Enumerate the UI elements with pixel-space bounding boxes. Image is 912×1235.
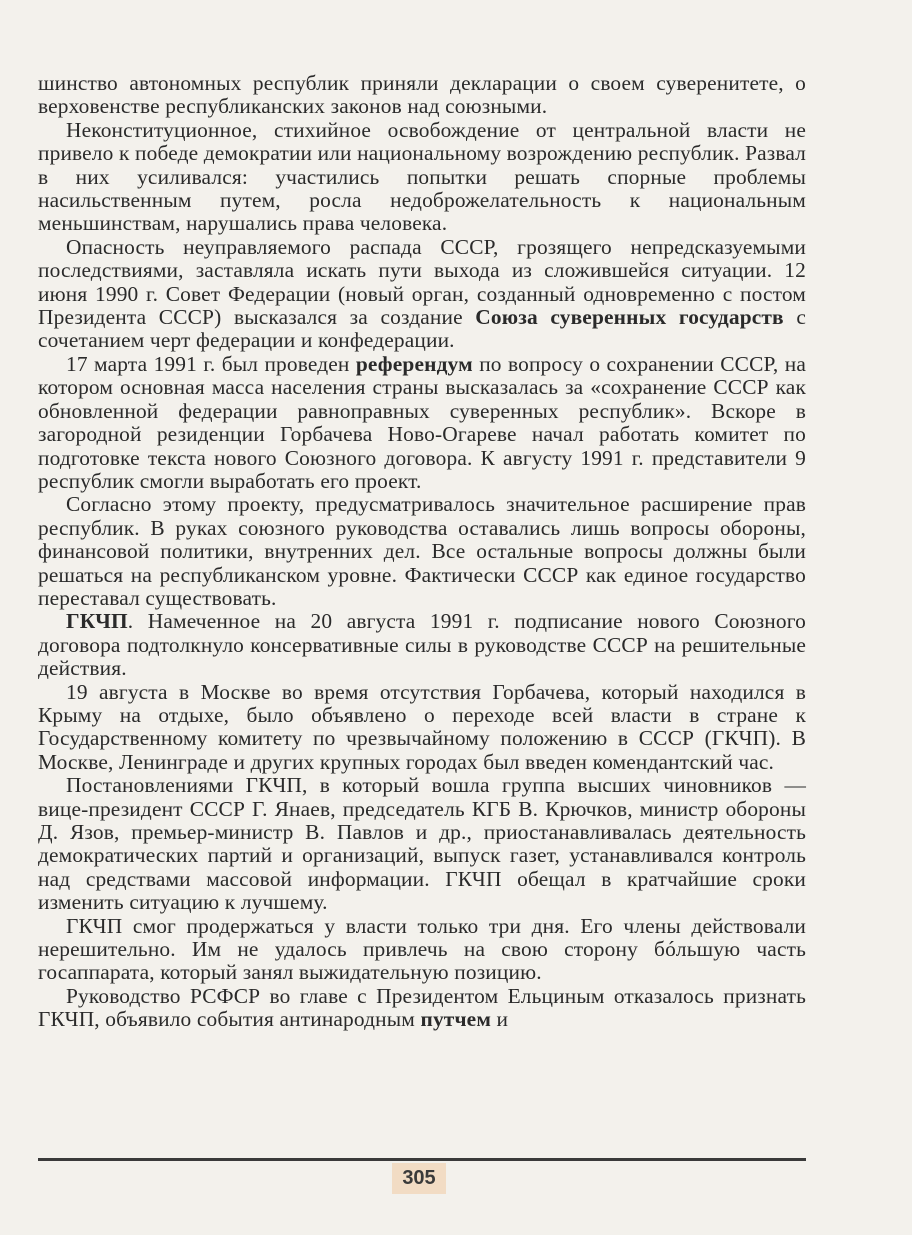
footer-rule: [38, 1158, 806, 1161]
paragraph: [38, 236, 806, 353]
text-run: Постановлениями ГКЧП, в который вошла группа высших чиновников — вице-президент СССР Г. Янаев, председатель КГБ В. Крючков, министр обороны Д. Язов, премьер-министр В. Павлов и др., приостанавливалась деятельность демократических партий и организаций, выпуск газет, устанавливался контроль над средствами массовой информации. ГКЧП обещал в кратчайшие сроки изменить ситуацию к лучшему.: [38, 773, 806, 915]
page-number: 305: [402, 1167, 436, 1189]
paragraph: [38, 610, 806, 680]
page-number-box: [392, 1163, 446, 1194]
paragraph: [38, 681, 806, 775]
bold-term: референдум: [355, 351, 473, 376]
bold-term: путчем: [420, 1007, 492, 1032]
text-run: 17 марта 1991 г. был проведен: [66, 351, 356, 376]
paragraph: [38, 493, 806, 610]
text-run: Согласно этому проекту, предусматривалось значительное расширение прав республик. В руках союзного руководства оставались лишь вопросы обороны, финансовой политики, внутренних дел. Все остальные вопросы должны были решаться на республиканском уровне. Фактически СССР как единое государство переставал существовать.: [38, 492, 806, 610]
paragraph: [38, 985, 806, 1032]
bold-term: ГКЧП: [66, 609, 128, 634]
bold-term: Союза суверенных государств: [475, 305, 784, 330]
text-run: ГКЧП смог продержаться у власти только три дня. Его члены действовали нерешительно. Им не удалось привлечь на свою сторону бóльшую часть госаппарата, который занял выжидательную позицию.: [38, 913, 806, 985]
text-run: по вопросу о сохранении СССР, на котором основная масса населения страны высказалась за «сохранение СССР как обновленной федерации равноправных суверенных республик». Вскоре в загородной резиденции Горбачева Ново-Огареве начал работать комитет по подготовке текста нового Союзного договора. К августу 1991 г. представители 9 республик смогли выработать его проект.: [38, 351, 806, 493]
text-run: Опасность неуправляемого распада СССР, грозящего непредсказуемыми последствиями, заставляла искать пути выхода из сложившейся ситуации. 12 июня 1990 г. Совет Федерации (новый орган, созданный одновременно с постом Президента СССР) высказался за создание: [38, 234, 806, 330]
paragraph: [38, 915, 806, 985]
text-run: Руководство РСФСР во главе с Президентом Ельциным отказалось признать ГКЧП, объявило события антинародным: [38, 983, 806, 1032]
paragraph: [38, 353, 806, 493]
text-run: Неконституционное, стихийное освобождение от центральной власти не привело к победе демократии или национальному возрождению республик. Развал в них усиливался: участились попытки решать спорные проблемы насильственным путем, росла недоброжелательность к национальным меньшинствам, нарушались права человека.: [38, 117, 806, 236]
paragraph: [38, 119, 806, 236]
body-text: [38, 72, 806, 1032]
paragraph: [38, 774, 806, 914]
text-run: . Намеченное на 20 августа 1991 г. подписание нового Союзного договора подтолкнуло консервативные силы в руководстве СССР на решительные действия.: [38, 609, 806, 681]
paragraph: [38, 72, 806, 119]
text-run: и: [491, 1007, 509, 1032]
text-run: 19 августа в Москве во время отсутствия Горбачева, который находился в Крыму на отдыхе, было объявлено о переходе всей власти в стране к Государственному комитету по чрезвычайному положению в СССР (ГКЧП). В Москве, Ленинграде и других крупных городах был введен комендантский час.: [38, 679, 806, 774]
text-run: шинство автономных республик приняли декларации о своем суверенитете, о верховенстве республиканских законов над союзными.: [38, 71, 806, 119]
text-run: с сочетанием черт федерации и конфедерации.: [38, 305, 806, 353]
